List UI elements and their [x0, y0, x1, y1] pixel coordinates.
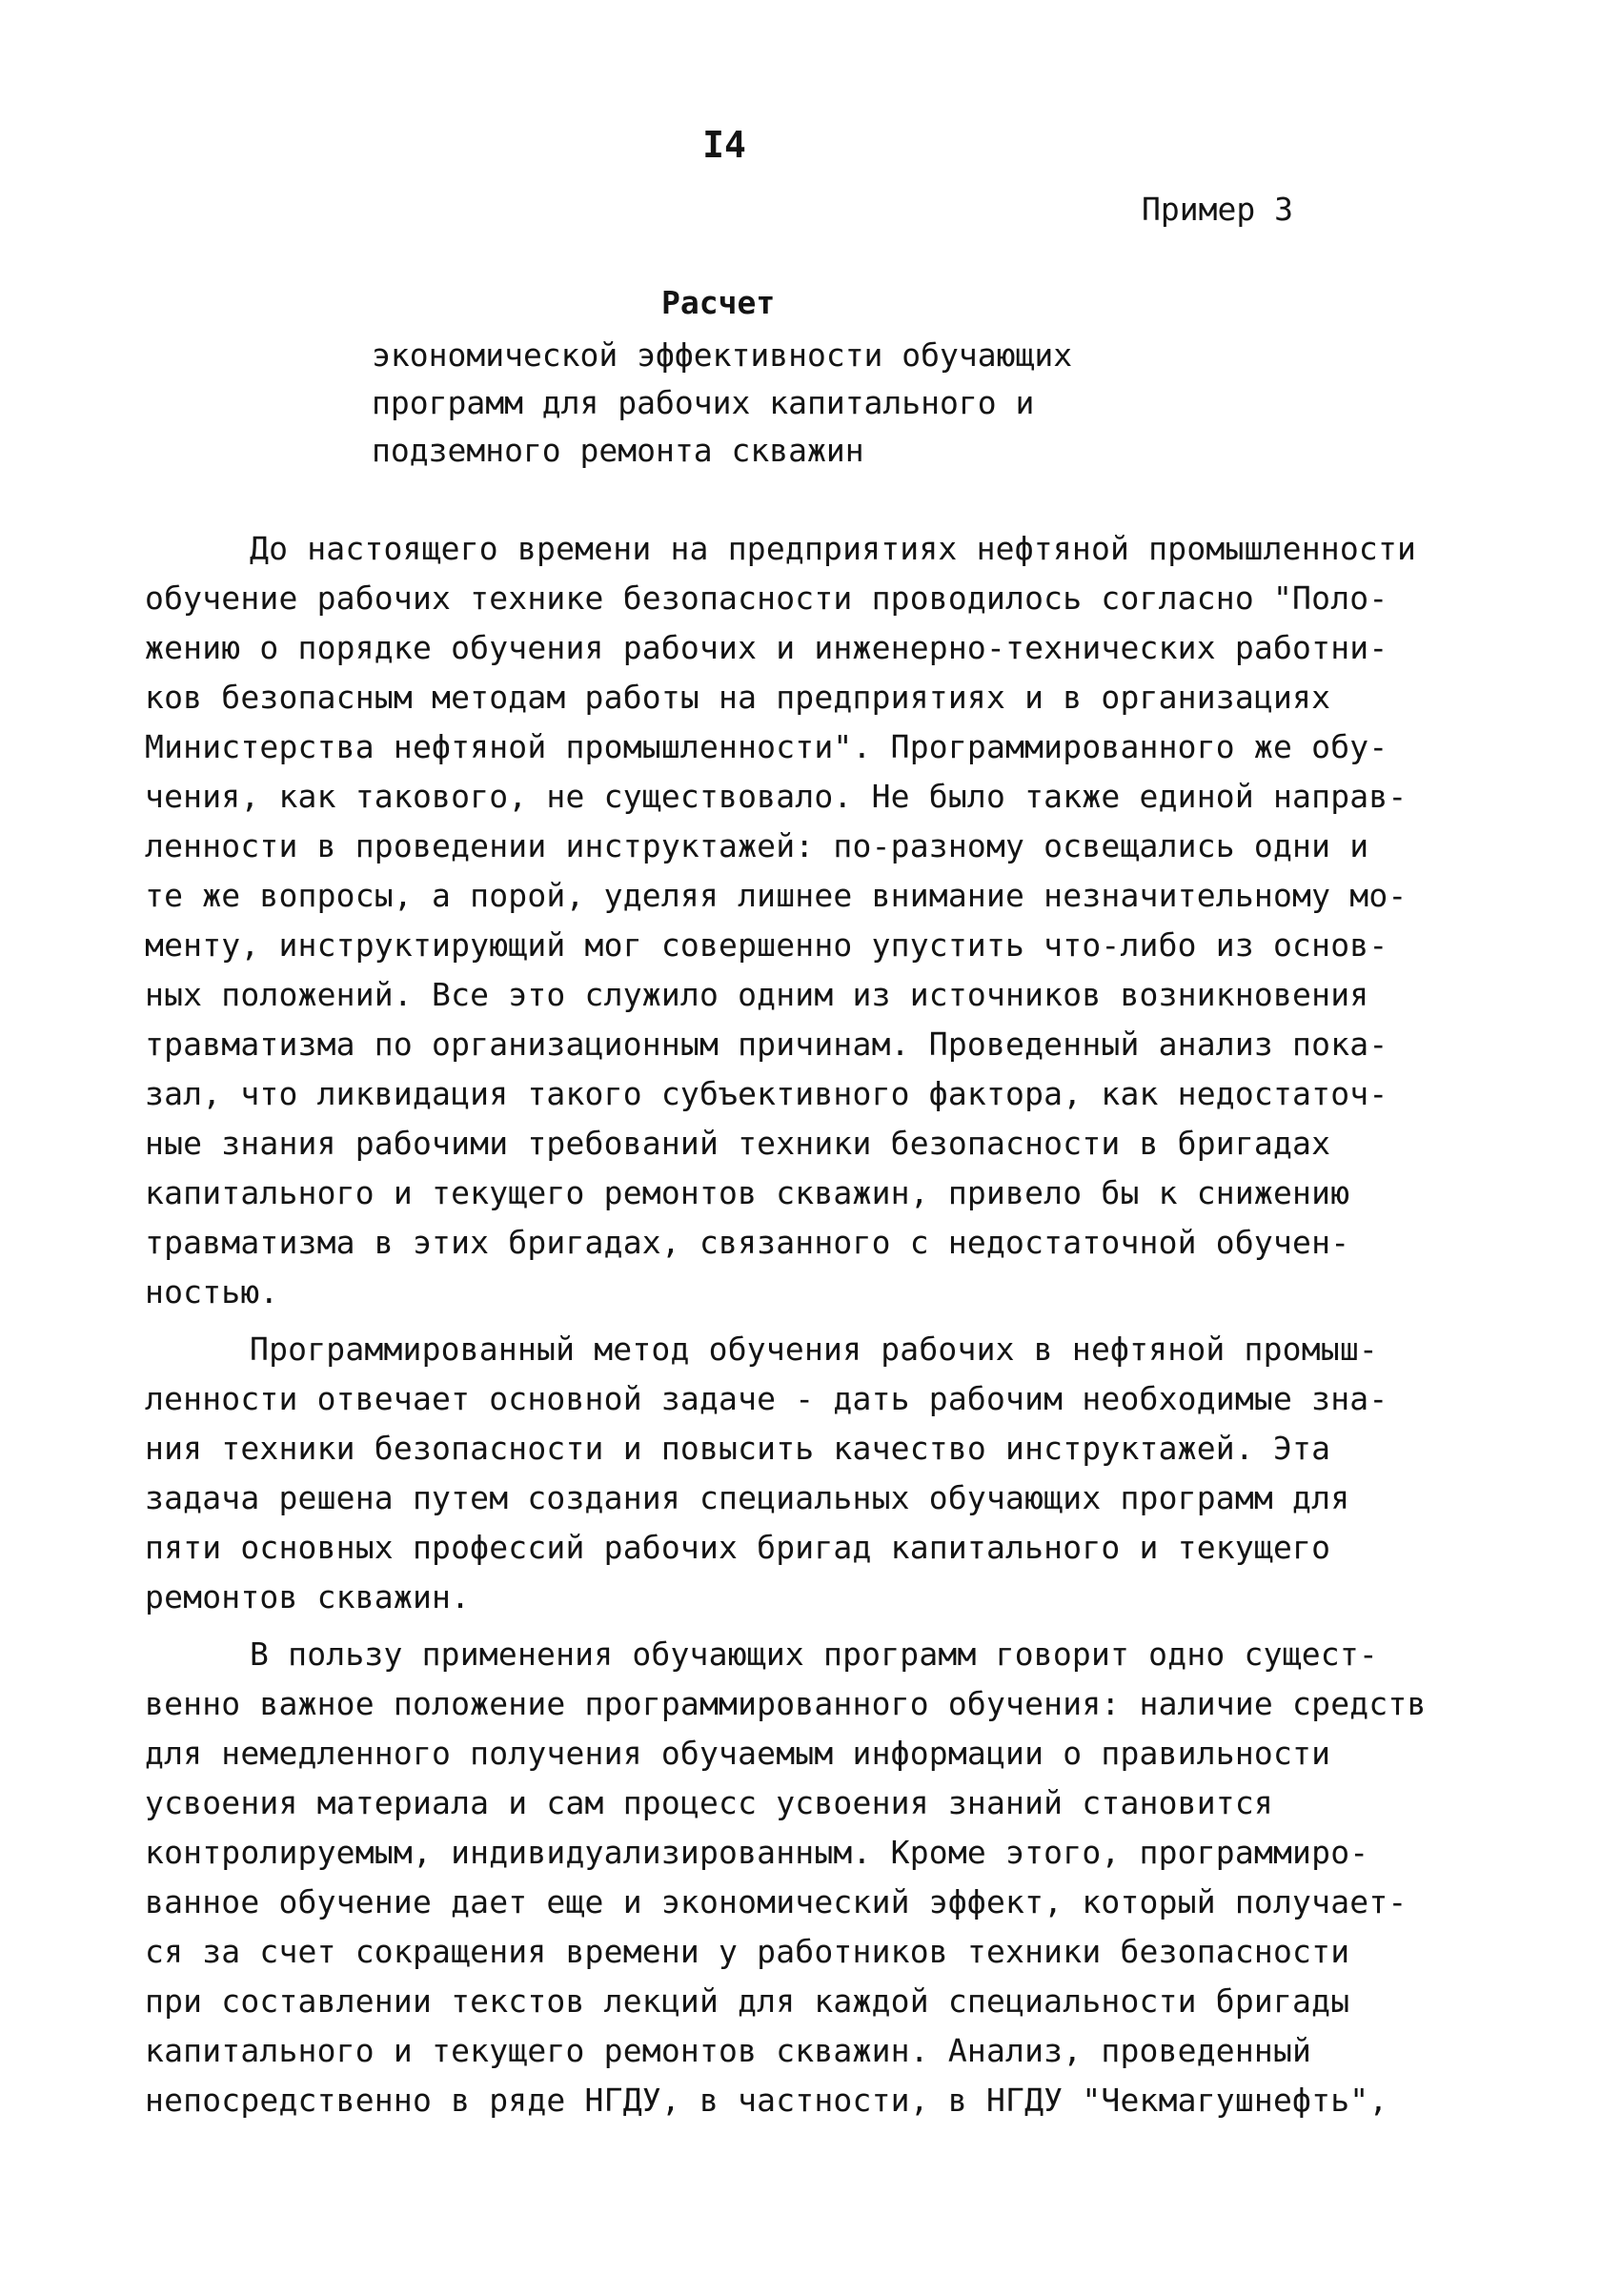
text-line: До настоящего времени на предприятиях нефтяной промышленности	[250, 530, 1417, 567]
paragraph-1	[145, 524, 1508, 1317]
text-line: ванное обучение дает еще и экономический эффект, который получает-	[145, 1883, 1408, 1920]
text-line: ся за счет сокращения времени у работников техники безопасности	[145, 1933, 1350, 1970]
text-line: для немедленного получения обучаемым информации о правильности	[145, 1735, 1331, 1772]
text-line: усвоения материала и сам процесс усвоения знаний становится	[145, 1784, 1273, 1821]
text-line: ные знания рабочими требований техники безопасности в бригадах	[145, 1125, 1331, 1162]
title-subtitle	[372, 332, 1229, 475]
text-line: задача решена путем создания специальных обучающих программ для	[145, 1479, 1350, 1516]
example-label: Пример 3	[1142, 191, 1293, 228]
text-line: менту, инструктирующий мог совершенно упустить что-либо из основ-	[145, 926, 1388, 964]
text-line: ностью.	[145, 1273, 279, 1311]
title-heading: Расчет	[661, 284, 776, 321]
text-line: ремонтов скважин.	[145, 1578, 471, 1615]
text-line: Программированный метод обучения рабочих в нефтяной промыш-	[250, 1331, 1378, 1368]
text-line: зал, что ликвидация такого субъективного фактора, как недостаточ-	[145, 1075, 1388, 1112]
text-line: травматизма по организационным причинам. Проведенный анализ пока-	[145, 1026, 1388, 1063]
text-line: ленности в проведении инструктажей: по-разному освещались одни и	[145, 827, 1369, 864]
subtitle-line: подземного ремонта скважин	[372, 432, 864, 469]
text-line: чения, как такового, не существовало. Не было также единой направ-	[145, 778, 1408, 815]
page-number: I4	[702, 124, 746, 166]
text-line: Министерства нефтяной промышленности". Программированного же обу-	[145, 728, 1388, 765]
text-line: травматизма в этих бригадах, связанного с недостаточной обучен-	[145, 1224, 1350, 1261]
text-line: капитального и текущего ремонтов скважин, привело бы к снижению	[145, 1174, 1350, 1211]
paragraph-3	[145, 1630, 1508, 2125]
text-line: жению о порядке обучения рабочих и инженерно-технических работни-	[145, 629, 1388, 666]
text-line: венно важное положение программированного обучения: наличие средств	[145, 1685, 1427, 1722]
text-line: непосредственно в ряде НГДУ, в частности, в НГДУ "Чекмагушнефть",	[145, 2082, 1388, 2119]
text-line: ных положений. Все это служило одним из источников возникновения	[145, 976, 1369, 1013]
text-line: контролируемым, индивидуализированным. Кроме этого, программиро-	[145, 1834, 1369, 1871]
body-text	[145, 524, 1508, 2133]
subtitle-line: экономической эффективности обучающих	[372, 336, 1073, 374]
text-line: обучение рабочих технике безопасности проводилось согласно "Поло-	[145, 579, 1388, 617]
text-line: В пользу применения обучающих программ говорит одно сущест-	[250, 1636, 1378, 1673]
text-line: капитального и текущего ремонтов скважин. Анализ, проведенный	[145, 2032, 1312, 2069]
subtitle-line: программ для рабочих капитального и	[372, 384, 1035, 421]
text-line: те же вопросы, а порой, уделяя лишнее внимание незначительному мо-	[145, 877, 1408, 914]
text-line: ков безопасным методам работы на предприятиях и в организациях	[145, 679, 1331, 716]
text-line: ленности отвечает основной задаче - дать рабочим необходимые зна-	[145, 1380, 1388, 1417]
text-line: ния техники безопасности и повысить качество инструктажей. Эта	[145, 1430, 1331, 1467]
paragraph-2	[145, 1325, 1508, 1622]
text-line: при составлении текстов лекций для каждой специальности бригады	[145, 1982, 1350, 2020]
text-line: пяти основных профессий рабочих бригад капитального и текущего	[145, 1529, 1331, 1566]
